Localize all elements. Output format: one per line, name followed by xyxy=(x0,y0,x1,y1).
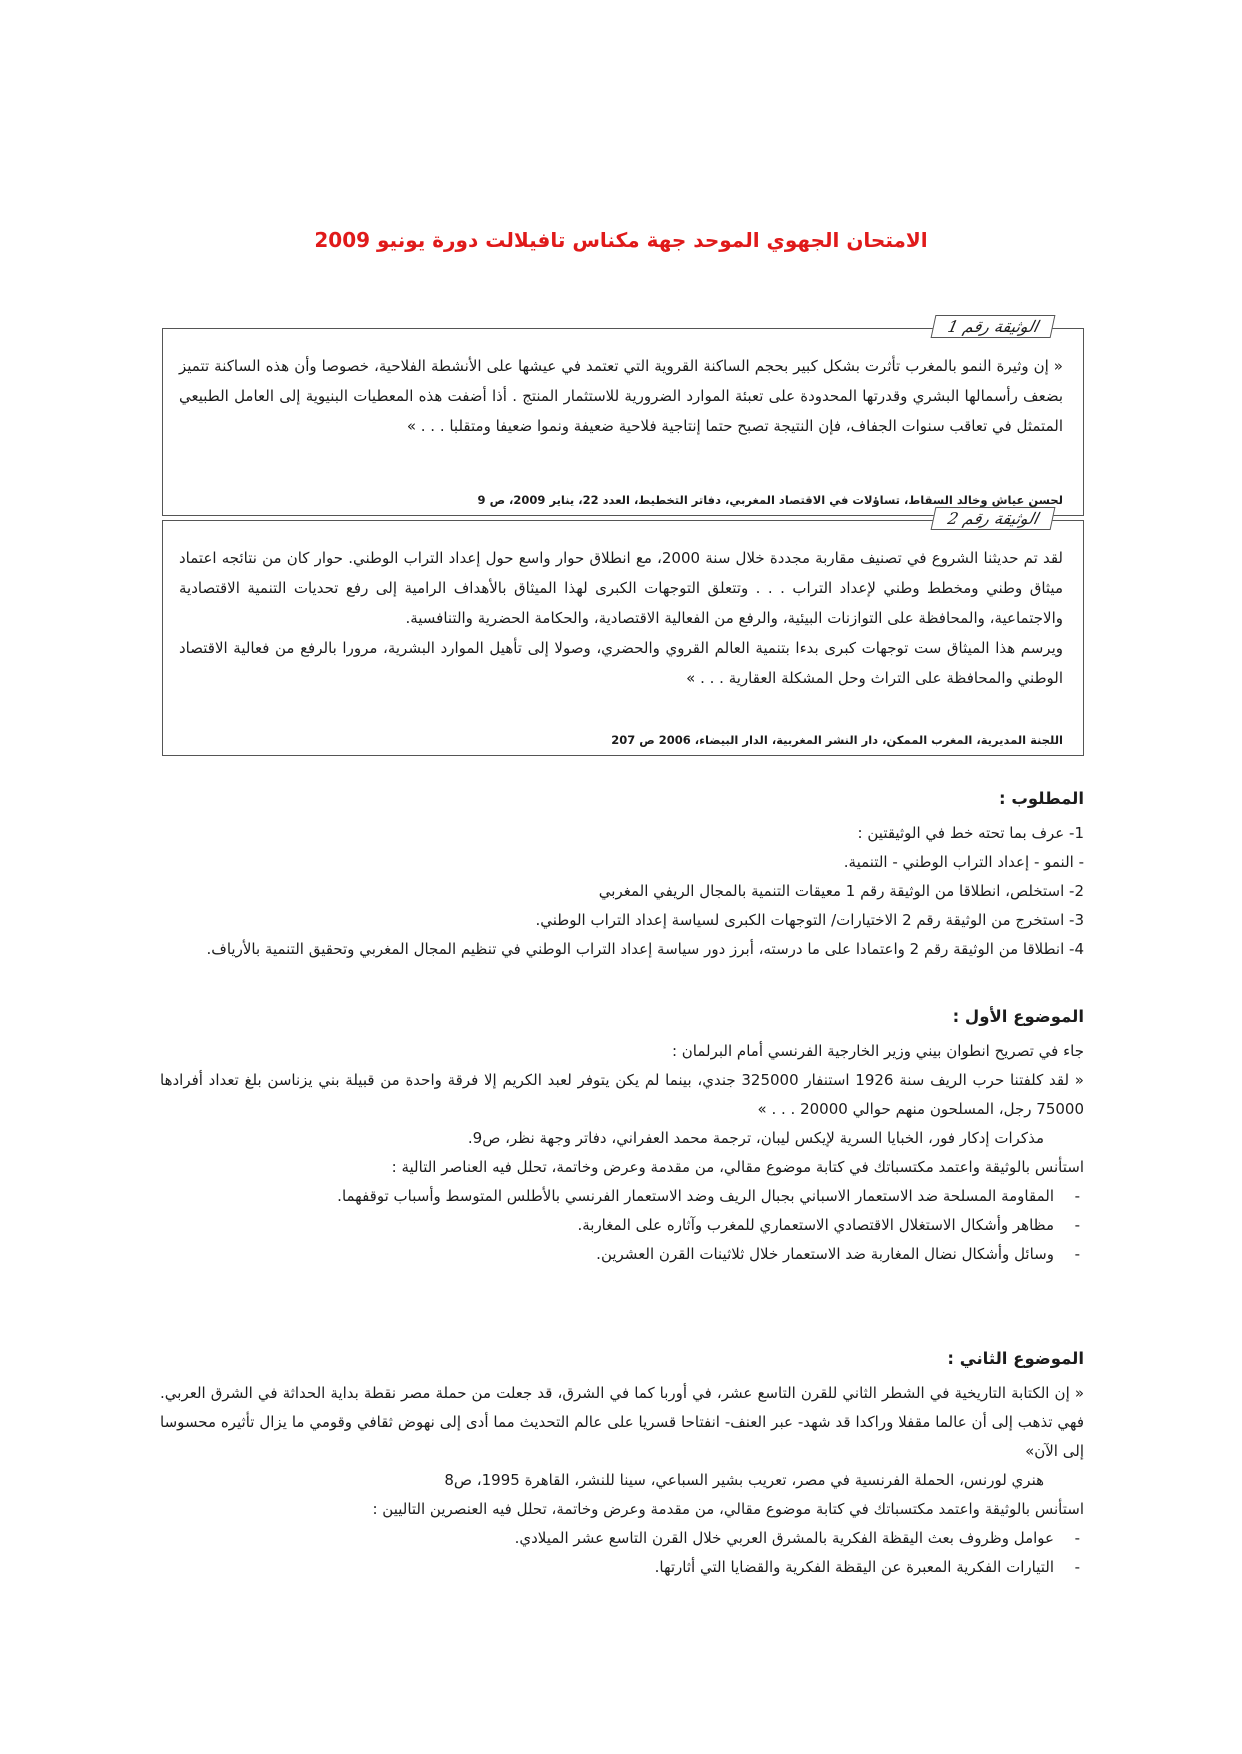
required-heading: المطلوب : xyxy=(999,789,1084,808)
subject-1-point-text: وسائل وأشكال نضال المغاربة ضد الاستعمار خلال ثلاثينات القرن العشرين. xyxy=(596,1245,1054,1263)
subject-2-quote: « إن الكتابة التاريخية في الشطر الثاني للقرن التاسع عشر، في أوربا كما في الشرق، قد جعلت من حملة مصر نقطة بداية الحداثة في الشرق العربي. فهي تذهب إلى أن عالما مقفلا وراكدا قد شهد- عبر العنف- انفتاحا قسريا على عالم التحديث مما أدى إلى نهوض ثقافي وقومي ما يزال تأثيره محسوسا إلى الآن» xyxy=(160,1384,1084,1460)
subject-1-intro: جاء في تصريح انطوان بيني وزير الخارجية الفرنسي أمام البرلمان : xyxy=(671,1042,1084,1060)
subject-1-point xyxy=(160,1240,1084,1269)
document-1-source: لحسن عياش وخالد السقاط، تساؤلات في الاقتصاد المغربي، دفاتر التخطيط، العدد 22، يناير 2009، ص 9 xyxy=(477,493,1063,507)
required-item-1: 1- عرف بما تحته خط في الوثيقتين : xyxy=(857,824,1084,842)
subject-1-quote: « لقد كلفتنا حرب الريف سنة 1926 استنفار 325000 جندي، بينما لم يكن يتوفر لعبد الكريم إلا فرقة واحدة من قبيلة بني يزناسن بلغ تعداد أفرادها 75000 رجل، المسلحون منهم حوالي 20000 . . . » xyxy=(160,1071,1084,1118)
subject-1-section xyxy=(160,1002,1084,1269)
document-2-box xyxy=(162,509,1084,756)
subject-2-heading: الموضوع الثاني : xyxy=(947,1349,1084,1368)
subject-2-point-text: التيارات الفكرية المعبرة عن اليقظة الفكرية والقضايا التي أثارتها. xyxy=(654,1558,1054,1576)
document-1-label: الوثيقة رقم 1 xyxy=(931,315,1056,338)
document-2-text: لقد تم حديثنا الشروع في تصنيف مقاربة مجددة خلال سنة 2000، مع انطلاق حوار واسع حول إعداد التراب الوطني. حوار كان من نتائجه اعتماد ميثاق وطني ومخطط وطني لإعداد التراب . . . وتتعلق التوجهات الكبرى لهذا الميثاق بالأهداف الرامية إلى رفع تحديات التنمية الاقتصادية والاجتماعية، والمحافظة على التوازنات البيئية، والرفع من الفعالية الاقتصادية، والحكامة الحضرية والتنافسية. xyxy=(179,549,1063,627)
document-2-label: الوثيقة رقم 2 xyxy=(931,507,1056,530)
document-2-text-continued: ويرسم هذا الميثاق ست توجهات كبرى بدءا بتنمية العالم القروي والحضري، وصولا إلى تأهيل الموارد البشرية، مرورا بالرفع من فعالية الاقتصاد الوطني والمحافظة على التراث وحل المشكلة العقارية . . . » xyxy=(179,639,1063,687)
dash-bullet: - xyxy=(1074,1216,1080,1234)
subject-2-citation: هنري لورنس، الحملة الفرنسية في مصر، تعريب بشير السباعي، سينا للنشر، القاهرة 1995، ص8 xyxy=(444,1471,1044,1489)
dash-bullet: - xyxy=(1074,1245,1080,1263)
subject-1-citation: مذكرات إدكار فور، الخبايا السرية لإيكس ليبان، ترجمة محمد العفراني، دفاتر وجهة نظر، ص9. xyxy=(467,1129,1044,1147)
required-item-4: 4- انطلاقا من الوثيقة رقم 2 واعتمادا على ما درسته، أبرز دور سياسة إعداد التراب الوطني في تنظيم المجال المغربي وتحقيق التنمية بالأرياف. xyxy=(206,940,1084,958)
subject-2-instruction: استأنس بالوثيقة واعتمد مكتسباتك في كتابة موضوع مقالي، من مقدمة وعرض وخاتمة، تحلل فيه العنصرين التاليين : xyxy=(372,1500,1084,1518)
subject-1-point xyxy=(160,1182,1084,1211)
subject-1-heading: الموضوع الأول : xyxy=(952,1007,1084,1026)
dash-bullet: - xyxy=(1074,1558,1080,1576)
subject-1-instruction: استأنس بالوثيقة واعتمد مكتسباتك في كتابة موضوع مقالي، من مقدمة وعرض وخاتمة، تحلل فيه العناصر التالية : xyxy=(391,1158,1084,1176)
required-section xyxy=(160,784,1084,964)
required-item-1-terms: - النمو - إعداد التراب الوطني - التنمية. xyxy=(843,853,1084,871)
document-2-source: اللجنة المديرية، المغرب الممكن، دار النشر المغربية، الدار البيضاء، 2006 ص 207 xyxy=(611,733,1063,747)
required-item-3: 3- استخرج من الوثيقة رقم 2 الاختيارات/ التوجهات الكبرى لسياسة إعداد التراب الوطني. xyxy=(535,911,1084,929)
subject-2-section xyxy=(160,1344,1084,1582)
subject-2-point xyxy=(160,1524,1084,1553)
subject-1-point-text: المقاومة المسلحة ضد الاستعمار الاسباني بجبال الريف وضد الاستعمار الفرنسي بالأطلس المتوسط وأسباب توقفهما. xyxy=(337,1187,1054,1205)
required-item-2: 2- استخلص، انطلاقا من الوثيقة رقم 1 معيقات التنمية بالمجال الريفي المغربي xyxy=(598,882,1084,900)
dash-bullet: - xyxy=(1074,1187,1080,1205)
subject-2-point-text: عوامل وظروف بعث اليقظة الفكرية بالمشرق العربي خلال القرن التاسع عشر الميلادي. xyxy=(514,1529,1054,1547)
subject-1-point-text: مظاهر وأشكال الاستغلال الاقتصادي الاستعماري للمغرب وآثاره على المغاربة. xyxy=(577,1216,1054,1234)
subject-1-point xyxy=(160,1211,1084,1240)
subject-2-point xyxy=(160,1553,1084,1582)
document-1-box xyxy=(162,317,1084,516)
dash-bullet: - xyxy=(1074,1529,1080,1547)
document-2-body xyxy=(179,543,1063,693)
exam-title: الامتحان الجهوي الموحد جهة مكناس تافيلالت دورة يونيو 2009 xyxy=(314,228,928,252)
document-1-text: « إن وثيرة النمو بالمغرب تأثرت بشكل كبير بحجم الساكنة القروية التي تعتمد في عيشها على الأنشطة الفلاحية، خصوصا وأن هذه الساكنة تتميز بضعف رأسمالها البشري وقدرتها المحدودة على تعبئة الموارد الضرورية للاستثمار المنتج . أذا أضفت هذه المعطيات البنيوية إلى العامل الطبيعي المتمثل في تعاقب سنوات الجفاف، فإن النتيجة تصبح حتما إنتاجية فلاحية ضعيفة ونموا ضعيفا ومتقلبا . . . » xyxy=(179,357,1063,435)
